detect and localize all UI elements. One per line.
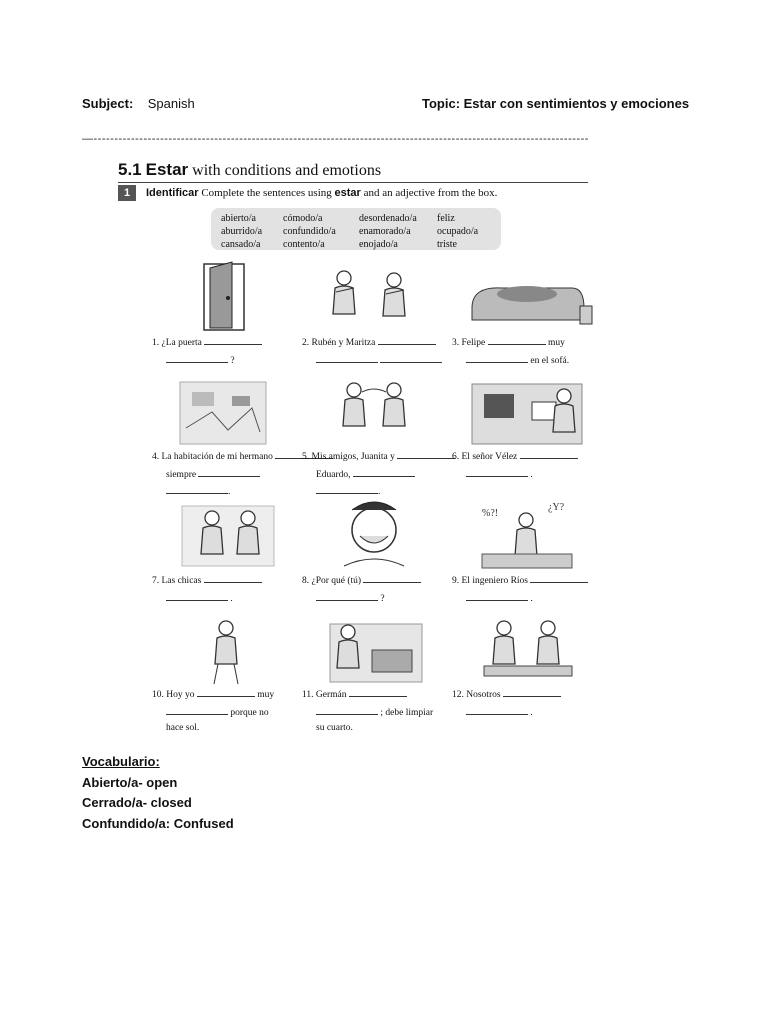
item-prompt: 2. Rubén y Maritza [302, 338, 376, 348]
item-line-2-after: porque no [230, 708, 269, 718]
item-line-2-after: en el sofá. [530, 356, 570, 366]
item-illustration [452, 258, 602, 336]
item-line-1 [452, 336, 565, 348]
word-bank [211, 208, 501, 250]
textbook-scan [118, 150, 592, 742]
item-line-2 [166, 592, 233, 604]
item-line-1 [452, 574, 588, 586]
item-line-1 [302, 450, 455, 462]
word-bank-entry: ocupado/a [437, 226, 479, 237]
answer-blank[interactable] [316, 706, 378, 715]
item-prompt: 9. El ingeniero Ríos [452, 576, 528, 586]
item-prompt: 7. Las chicas [152, 576, 202, 586]
answer-blank[interactable] [503, 688, 561, 697]
word-bank-entry: triste [437, 239, 457, 250]
answer-blank[interactable] [166, 485, 228, 494]
vocabulary-heading: Vocabulario: [82, 754, 160, 769]
item-line-3-text: su cuarto. [316, 723, 353, 733]
section-title-rest: with conditions and emotions [192, 162, 382, 179]
item-line-2 [466, 468, 533, 480]
item-illustration [152, 610, 302, 688]
item-line-2-after: . [230, 594, 233, 604]
item-line-1 [302, 574, 421, 586]
topic-text: Topic: Estar con sentimientos y emociones [422, 96, 690, 111]
answer-blank[interactable] [466, 706, 528, 715]
item-prompt-after: muy [257, 690, 275, 700]
answer-blank[interactable] [204, 336, 262, 345]
item-line-1 [302, 336, 436, 348]
item-line-2 [166, 706, 269, 718]
item-line-2 [316, 354, 442, 366]
vocabulary-section [82, 752, 234, 834]
subject-label: Subject: [82, 96, 134, 111]
answer-blank[interactable] [166, 706, 228, 715]
answer-blank[interactable] [378, 336, 436, 345]
answer-blank[interactable] [466, 592, 528, 601]
answer-blank[interactable] [316, 485, 378, 494]
item-line-2-after: . [530, 708, 533, 718]
exercise-item [302, 610, 452, 755]
section-estar: Estar [145, 160, 189, 179]
item-line-1 [152, 574, 262, 586]
item-line-2 [466, 706, 533, 718]
word-bank-entry: confundido/a [283, 226, 336, 237]
item-line-2-after: . [530, 470, 533, 480]
exercise-number-badge: 1 [118, 185, 136, 201]
answer-blank[interactable] [397, 450, 455, 459]
answer-blank[interactable] [204, 574, 262, 583]
section-rule [118, 182, 588, 183]
instruction-keyword: estar [334, 187, 361, 199]
answer-blank[interactable] [363, 574, 421, 583]
item-line-2-after: ; debe limpiar [380, 708, 434, 718]
item-line-2-after: ? [230, 356, 235, 366]
item-illustration [152, 372, 302, 450]
item-line-2 [466, 592, 533, 604]
exercise-item [452, 610, 602, 755]
item-illustration [302, 496, 452, 574]
word-bank-entry: enojado/a [359, 239, 398, 250]
topic-line [422, 96, 689, 111]
answer-blank[interactable] [520, 450, 578, 459]
item-prompt: 5. Mis amigos, Juanita y [302, 452, 395, 462]
answer-blank[interactable] [530, 574, 588, 583]
word-bank-entry: cómodo/a [283, 213, 323, 224]
section-title [118, 160, 381, 180]
item-line-3 [316, 723, 353, 733]
item-prompt: 11. Germán [302, 690, 347, 700]
word-bank-entry: contento/a [283, 239, 325, 250]
exercise-instruction [146, 187, 497, 199]
subject-line [82, 96, 195, 111]
dashed-rule: —----------------------------------------------------------------------------------------------------------------------- [82, 133, 589, 145]
answer-blank[interactable] [166, 354, 228, 363]
item-line-2 [316, 592, 385, 604]
answer-blank[interactable] [316, 592, 378, 601]
item-illustration [452, 610, 602, 688]
word-bank-entry: cansado/a [221, 239, 261, 250]
item-line-2-after: . [530, 594, 533, 604]
answer-blank[interactable] [466, 468, 528, 477]
item-prompt: 10. Hoy yo [152, 690, 195, 700]
item-illustration [302, 372, 452, 450]
item-line-3-text: . [378, 487, 381, 497]
item-line-2 [316, 706, 433, 718]
subject-value: Spanish [147, 96, 195, 111]
answer-blank[interactable] [198, 468, 260, 477]
instruction-pre: Complete the sentences using [201, 187, 332, 199]
word-bank-entry: feliz [437, 213, 455, 224]
answer-blank[interactable] [353, 468, 415, 477]
item-line-2 [316, 468, 415, 480]
answer-blank[interactable] [349, 688, 407, 697]
svg-text:%?!: %?! [482, 508, 499, 519]
item-line-3 [166, 723, 199, 733]
instruction-post: and an adjective from the box. [363, 187, 498, 199]
item-line-3-text: hace sol. [166, 723, 200, 733]
item-illustration [152, 496, 302, 574]
item-line-2 [166, 468, 260, 480]
word-bank-entry: enamorado/a [359, 226, 411, 237]
item-prompt: 12. Nosotros [452, 690, 501, 700]
item-prompt: 6. El señor Vélez [452, 452, 518, 462]
answer-blank[interactable] [488, 336, 546, 345]
item-illustration [302, 610, 452, 688]
item-illustration [302, 258, 452, 336]
item-line-1 [452, 450, 578, 462]
vocabulary-entry: Confundido/a: Confused [82, 815, 234, 831]
item-prompt: 1. ¿La puerta [152, 338, 202, 348]
item-prompt: 3. Felipe [452, 338, 486, 348]
item-illustration [452, 372, 602, 450]
answer-blank[interactable] [380, 354, 442, 363]
item-prompt: 4. La habitación de mi hermano [152, 452, 273, 462]
vocabulary-entry: Cerrado/a- closed [82, 795, 192, 810]
item-line-1 [152, 336, 262, 348]
item-line-1 [302, 688, 407, 700]
svg-text:¿Y?: ¿Y? [548, 502, 565, 513]
item-line-2-text: siempre [166, 470, 197, 480]
item-prompt: 8. ¿Por qué (tú) [302, 576, 362, 586]
section-number: 5.1 [118, 160, 142, 179]
item-line-2 [466, 354, 569, 366]
item-line-2 [166, 354, 235, 366]
answer-blank[interactable] [466, 354, 528, 363]
vocabulary-entry: Abierto/a- open [82, 774, 178, 790]
word-bank-entry: desordenado/a [359, 213, 417, 224]
item-line-1 [452, 688, 561, 700]
word-bank-entry: aburrido/a [221, 226, 263, 237]
item-line-2-text: Eduardo, [316, 470, 351, 480]
item-line-2-after: ? [380, 594, 385, 604]
item-line-3-text: . [228, 487, 231, 497]
item-illustration [152, 258, 302, 336]
item-illustration [452, 496, 602, 574]
answer-blank[interactable] [166, 592, 228, 601]
word-bank-entry: abierto/a [221, 213, 256, 224]
answer-blank[interactable] [197, 688, 255, 697]
answer-blank[interactable] [316, 354, 378, 363]
item-prompt-after: muy [548, 338, 565, 348]
item-line-1 [152, 688, 274, 700]
exercise-item [152, 610, 302, 755]
instruction-label: Identificar [146, 187, 199, 199]
